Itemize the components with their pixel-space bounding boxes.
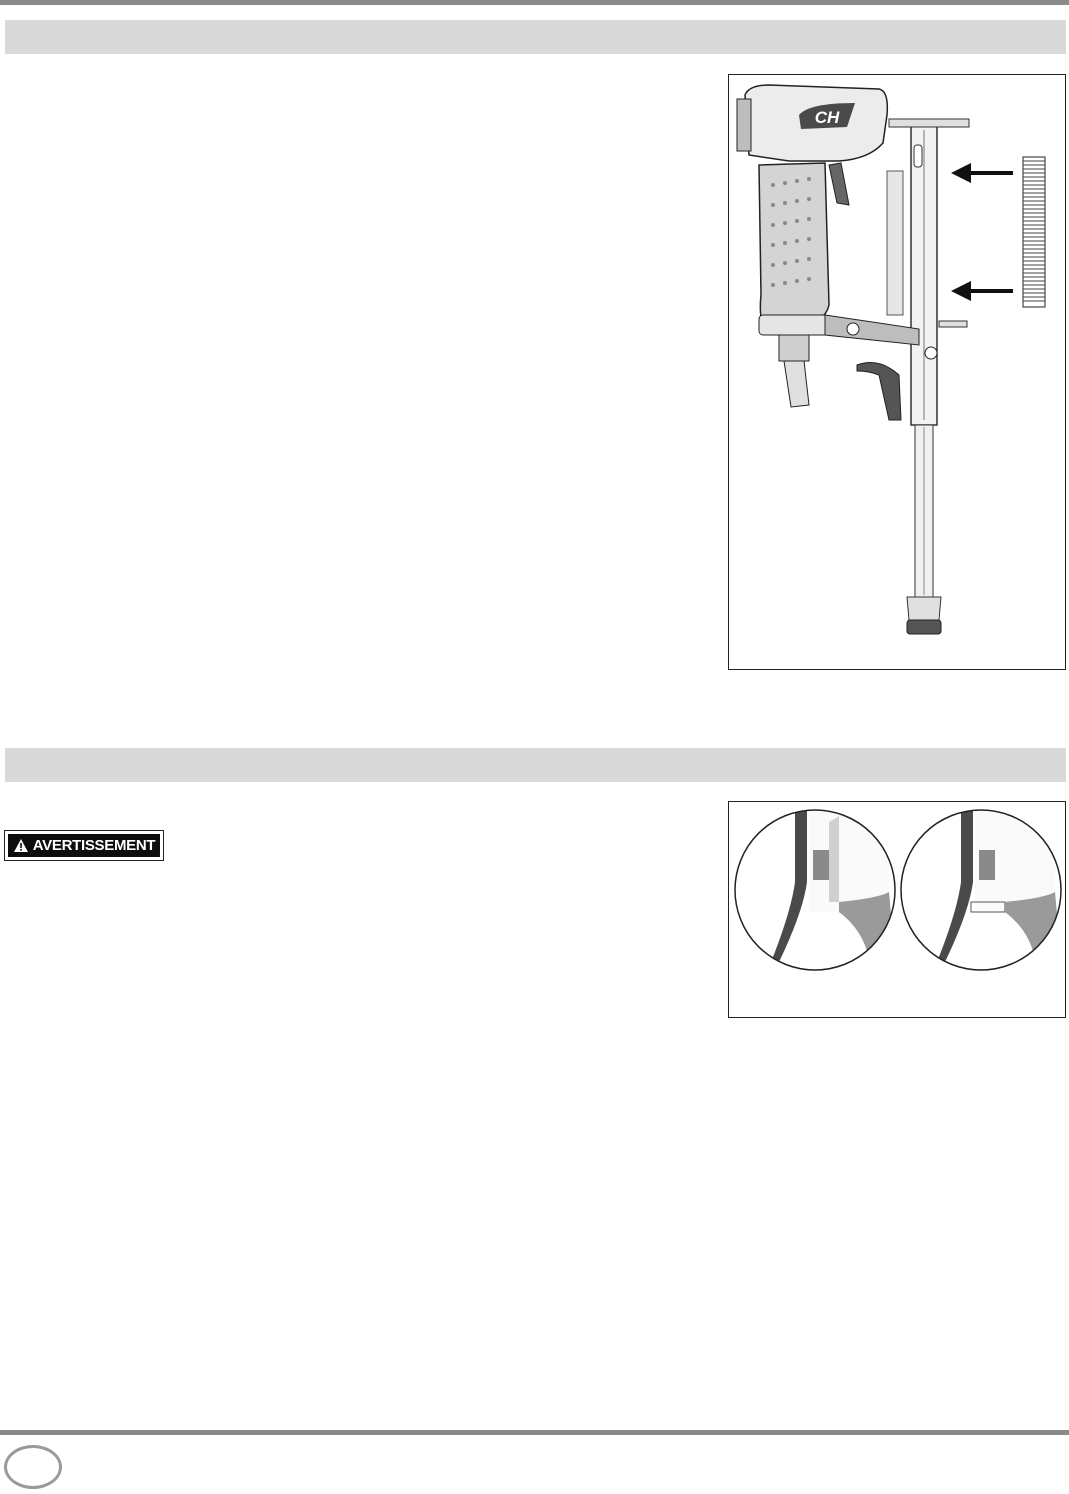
- stapler-loading-figure: [728, 74, 1066, 670]
- insertion-arrow-icon: [951, 163, 1013, 183]
- warning-triangle-icon: [13, 838, 29, 853]
- section-header-bar-2: [5, 748, 1066, 782]
- top-rule: [0, 0, 1069, 5]
- section-header-bar-1: [5, 20, 1066, 54]
- detail-view-left: [771, 802, 899, 1002]
- latch-detail-figure: [728, 801, 1066, 1018]
- staple-strip: [1023, 157, 1045, 307]
- bottom-rule: [0, 1430, 1069, 1435]
- insertion-arrow-icon: [951, 281, 1013, 301]
- page-number-badge: [4, 1445, 62, 1489]
- brand-logo: CH: [814, 108, 840, 127]
- latch-detail-illustration: [729, 802, 1065, 1017]
- detail-view-right: [937, 802, 1065, 1002]
- warning-label: AVERTISSEMENT: [32, 837, 156, 854]
- stapler-illustration: [729, 75, 1065, 669]
- warning-badge: [4, 830, 164, 861]
